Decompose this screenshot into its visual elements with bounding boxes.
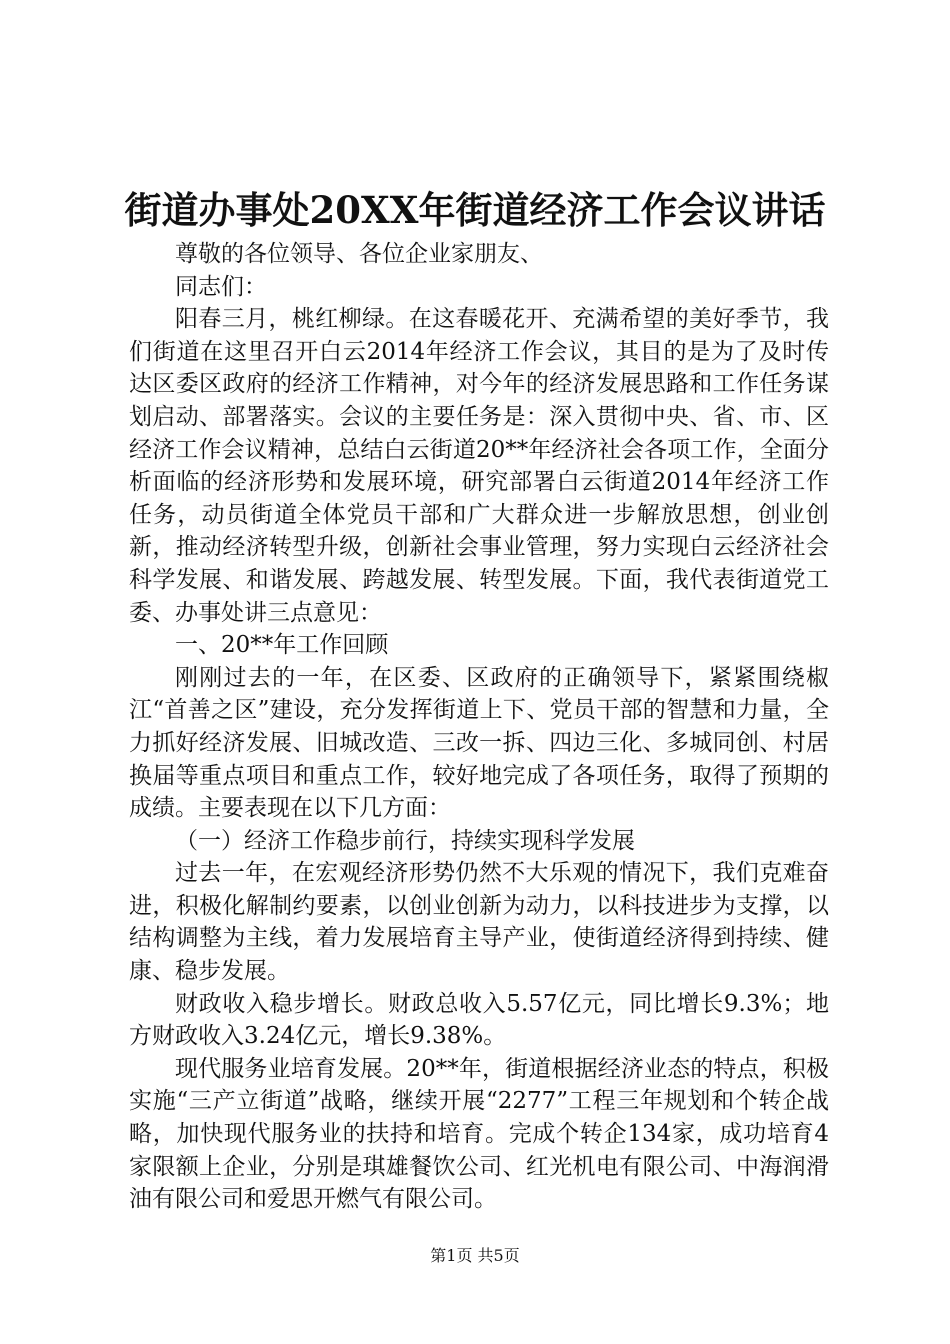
salutation-line-2: 同志们： bbox=[175, 273, 267, 300]
salutation-line-1: 尊敬的各位领导、各位企业家朋友、 bbox=[175, 241, 543, 267]
revenue-paragraph: 财政收入稳步增长。财政总收入5.57亿元，同比增长9.3%；地方财政收入3.24亿元，增长9.38%。 bbox=[129, 990, 829, 1050]
section-heading: 一、20**年工作回顾 bbox=[175, 632, 389, 659]
review-paragraph: 刚刚过去的一年，在区委、区政府的正确领导下，紧紧围绕椒江“首善之区”建设，充分发挥街道上下、党员干部的智慧和力量，全力抓好经济发展、旧城改造、三改一拆、四边三化、多城同创、村居换届等重点项目和重点工作，较好地完成了各项任务，取得了预期的成绩。主要表现在以下几方面： bbox=[129, 664, 829, 822]
document-body bbox=[129, 238, 829, 1216]
document-title: 街道办事处20XX年街道经济工作会议讲话 bbox=[124, 188, 826, 232]
page-footer: 第1页 共5页 bbox=[430, 1246, 520, 1265]
services-paragraph: 现代服务业培育发展。20**年，街道根据经济业态的特点，积极实施“三产立街道”战略，继续开展“2277”工程三年规划和个转企战略，加快现代服务业的扶持和培育。完成个转企134家，成功培育4家限额上企业，分别是琪雄餐饮公司、红光机电有限公司、中海润滑油有限公司和爱思开燃气有限公司。 bbox=[129, 1055, 829, 1213]
subsection-heading: （一）经济工作稳步前行，持续实现科学发展 bbox=[175, 827, 635, 854]
intro-paragraph: 阳春三月，桃红柳绿。在这春暖花开、充满希望的美好季节，我们街道在这里召开白云2014年经济工作会议，其目的是为了及时传达区委区政府的经济工作精神，对今年的经济发展思路和工作任务谋划启动、部署落实。会议的主要任务是：深入贯彻中央、省、市、区经济工作会议精神，总结白云街道20**年经济社会各项工作，全面分析面临的经济形势和发展环境，研究部署白云街道2014年经济工作任务，动员街道全体党员干部和广大群众进一步解放思想，创业创新，推动经济转型升级，创新社会事业管理，努力实现白云经济社会科学发展、和谐发展、跨越发展、转型发展。下面，我代表街道党工委、办事处讲三点意见： bbox=[129, 306, 829, 626]
economy-paragraph: 过去一年，在宏观经济形势仍然不大乐观的情况下，我们克难奋进，积极化解制约要素，以创业创新为动力，以科技进步为支撑，以结构调整为主线，着力发展培育主导产业，使街道经济得到持续、健康、稳步发展。 bbox=[129, 860, 829, 985]
